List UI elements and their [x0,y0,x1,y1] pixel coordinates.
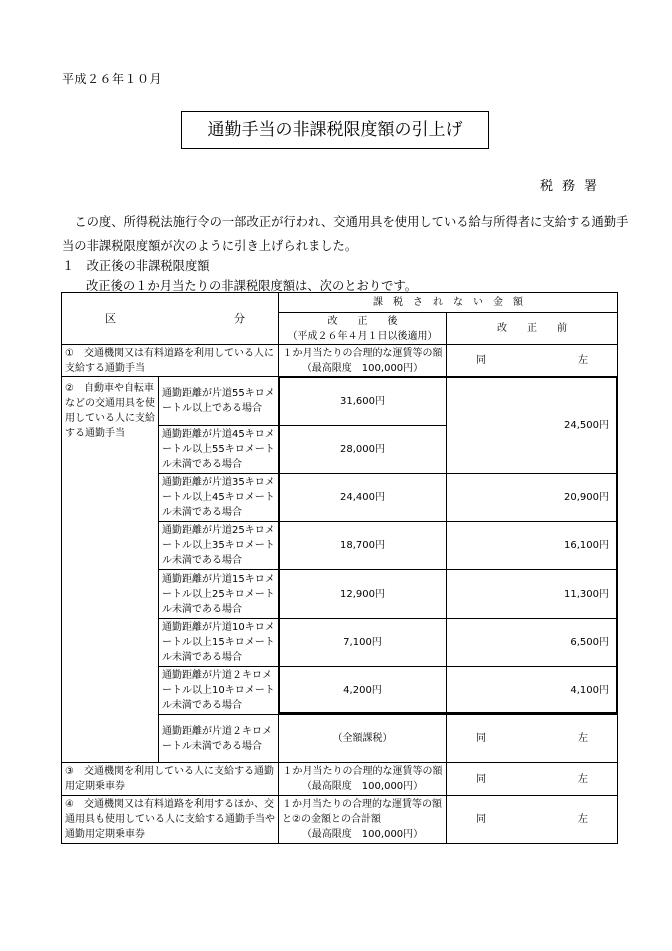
distance-cell: 通勤距離が片道25キロメートル以上35キロメートル未満である場合 [159,522,279,570]
distance-cell: 通勤距離が片道35キロメートル以上45キロメートル未満である場合 [159,473,279,521]
after-amount: 24,400円 [279,473,447,521]
before-amount: 同 左 [447,715,618,763]
distance-cell: 通勤距離が片道２キロメートル以上10キロメートル未満である場合 [159,666,279,714]
after-amount: 7,100円 [279,618,447,666]
row1-after: １か月当たりの合理的な運賃等の額 （最高限度 100,000円） [279,345,447,377]
distance-cell: 通勤距離が片道10キロメートル以上15キロメートル未満である場合 [159,618,279,666]
document-date: 平成２６年１０月 [62,72,163,86]
document-title: 通勤手当の非課税限度額の引上げ [181,111,489,149]
header-exempt-amount: 課 税 さ れ な い 金 額 [279,293,618,313]
after-amount: 28,000円 [279,425,447,473]
before-amount: 20,900円 [447,473,618,521]
tax-office-label: 税務署 [540,179,607,194]
row3-category: ③ 交通機関を利用している人に支給する通勤用定期乗車券 [62,763,279,795]
distance-cell: 通勤距離が片道２キロメートル未満である場合 [159,715,279,763]
intro-paragraph-line2: 当の非課税限度額が次のように引き上げられました。 [62,239,358,253]
section-subtext: 改正後の１か月当たりの非課税限度額は、次のとおりです。 [86,279,418,293]
after-amount: （全額課税） [279,715,447,763]
intro-paragraph-line1: この度、所得税法施行令の一部改正が行われ、交通用具を使用している給与所得者に支給する通勤手 [74,215,629,229]
merged-before-amount: 24,500円 [447,377,618,474]
distance-cell: 通勤距離が片道15キロメートル以上25キロメートル未満である場合 [159,570,279,618]
distance-cell: 通勤距離が片道45キロメートル以上55キロメートル未満である場合 [159,425,279,473]
header-before-revision: 改 正 前 [447,313,618,345]
section-heading: １ 改正後の非課税限度額 [62,259,210,273]
row4-after: １か月当たりの合理的な運賃等の額と②の金額との合計額 （最高限度 100,000円） [279,795,447,843]
before-amount: 11,300円 [447,570,618,618]
after-amount: 18,700円 [279,522,447,570]
row1-category: ① 交通機関又は有料道路を利用している人に支給する通勤手当 [62,345,279,377]
row2-category: ② 自動車や自転車などの交通用具を使用している人に支給する通勤手当 [62,377,159,763]
row1-before: 同 左 [447,345,618,377]
after-amount: 4,200円 [279,666,447,714]
before-amount: 16,100円 [447,522,618,570]
row4-before: 同 左 [447,795,618,843]
row3-before: 同 左 [447,763,618,795]
before-amount: 4,100円 [447,666,618,714]
after-amount: 12,900円 [279,570,447,618]
distance-cell: 通勤距離が片道55キロメートル以上である場合 [159,377,279,425]
row3-after: １か月当たりの合理的な運賃等の額 （最高限度 100,000円） [279,763,447,795]
after-amount: 31,600円 [279,377,447,425]
row4-category: ④ 交通機関又は有料道路を利用するほか、交通用具も使用している人に支給する通勤手当や通勤用定期乗車券 [62,795,279,843]
tax-exemption-table [61,292,617,844]
header-after-revision: 改 正 後 （平成２６年４月１日以後適用） [279,313,447,345]
header-category: 区 分 [62,293,279,345]
before-amount: 6,500円 [447,618,618,666]
